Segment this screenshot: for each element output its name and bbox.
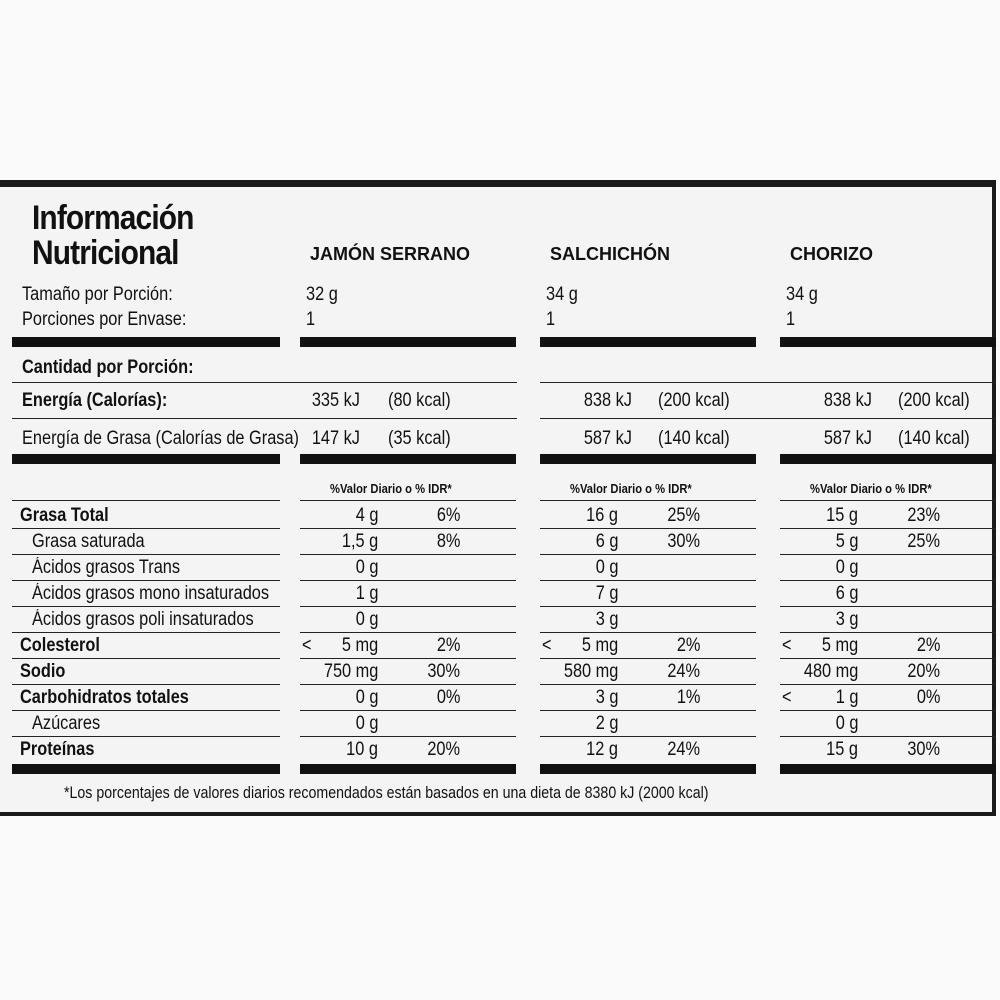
- nutrient-amount: 2 g: [595, 713, 618, 734]
- product-name: CHORIZO: [790, 244, 873, 264]
- fat-energy-kcal: (140 kcal): [658, 428, 730, 449]
- nutrient-daily-value: 8%: [436, 531, 460, 552]
- rule: [780, 710, 996, 711]
- rule: [12, 632, 280, 633]
- rule: [540, 632, 756, 633]
- rule: [300, 500, 516, 501]
- rule: [12, 710, 280, 711]
- rule: [540, 382, 996, 383]
- nutrient-daily-value: 6%: [436, 505, 460, 526]
- nutrient-label: Grasa saturada: [32, 531, 145, 552]
- nutrient-daily-value: 1%: [676, 687, 700, 708]
- nutrient-daily-value: 25%: [907, 531, 940, 552]
- rule: [780, 500, 996, 501]
- energy-label: Energía (Calorías):: [22, 390, 168, 411]
- nutrient-amount: 3 g: [835, 609, 858, 630]
- nutrient-amount: 3 g: [595, 687, 618, 708]
- rule: [12, 500, 280, 501]
- nutrient-amount: 0 g: [355, 557, 378, 578]
- rule: [540, 606, 756, 607]
- fat-energy-kj: 147 kJ: [311, 428, 360, 449]
- nutrient-amount: 10 g: [346, 739, 378, 760]
- nutrient-label: Azúcares: [32, 713, 101, 734]
- rule: [12, 528, 280, 529]
- nutrient-amount: 16 g: [586, 505, 618, 526]
- rule: [780, 554, 996, 555]
- rule: [780, 606, 996, 607]
- rule: [540, 684, 756, 685]
- rule: [12, 554, 280, 555]
- fat-energy-kcal: (35 kcal): [388, 428, 451, 449]
- nutrient-daily-value: 24%: [667, 739, 700, 760]
- nutrient-amount: 1 g: [835, 687, 858, 708]
- nutrient-amount: 12 g: [586, 739, 618, 760]
- servings-per-container-label: Porciones por Envase:: [22, 309, 187, 330]
- rule: [780, 528, 996, 529]
- nutrient-daily-value: 30%: [427, 661, 460, 682]
- rule: [12, 580, 280, 581]
- thick-bar-3-col: [780, 764, 996, 774]
- energy-kj: 838 kJ: [823, 390, 872, 411]
- nutrient-amount: 3 g: [595, 609, 618, 630]
- nutrient-amount: 480 mg: [803, 661, 858, 682]
- rule: [300, 632, 516, 633]
- rule: [12, 658, 280, 659]
- nutrient-daily-value: 2%: [916, 635, 940, 656]
- rule: [300, 710, 516, 711]
- serving-size-value: 34 g: [786, 284, 818, 305]
- thick-bar-1-col: [300, 337, 516, 347]
- nutrient-amount: 1,5 g: [341, 531, 378, 552]
- rule: [780, 658, 996, 659]
- rule: [540, 580, 756, 581]
- rule: [540, 418, 996, 419]
- thick-bar-3-col: [300, 764, 516, 774]
- nutrient-amount: 15 g: [826, 505, 858, 526]
- nutrient-amount: 0 g: [595, 557, 618, 578]
- rule: [300, 658, 516, 659]
- rule: [540, 554, 756, 555]
- product-name: SALCHICHÓN: [550, 244, 670, 264]
- nutrient-label: Ácidos grasos mono insaturados: [32, 583, 270, 604]
- nutrient-daily-value: 20%: [427, 739, 460, 760]
- nutrient-daily-value: 23%: [907, 505, 940, 526]
- nutrient-amount: 0 g: [835, 713, 858, 734]
- nutrient-amount: 750 mg: [323, 661, 378, 682]
- nutrient-label: Ácidos grasos poli insaturados: [32, 609, 254, 630]
- fat-energy-kcal: (140 kcal): [898, 428, 970, 449]
- rule: [780, 632, 996, 633]
- energy-kj: 838 kJ: [583, 390, 632, 411]
- daily-value-header: %Valor Diario o % IDR*: [810, 481, 932, 496]
- nutrient-amount: 6 g: [595, 531, 618, 552]
- rule: [540, 710, 756, 711]
- rule: [780, 684, 996, 685]
- nutrient-amount: 6 g: [835, 583, 858, 604]
- nutrient-daily-value: 2%: [436, 635, 460, 656]
- rule: [12, 684, 280, 685]
- nutrient-daily-value: 24%: [667, 661, 700, 682]
- rule: [300, 736, 516, 737]
- less-than-sign: <: [542, 635, 552, 656]
- rule: [300, 528, 516, 529]
- less-than-sign: <: [782, 687, 792, 708]
- rule: [12, 606, 280, 607]
- nutrient-amount: 5 mg: [341, 635, 378, 656]
- rule: [540, 658, 756, 659]
- nutrient-daily-value: 30%: [907, 739, 940, 760]
- nutrient-amount: 0 g: [835, 557, 858, 578]
- rule: [12, 736, 280, 737]
- rule: [300, 606, 516, 607]
- nutrient-daily-value: 30%: [667, 531, 700, 552]
- rule: [12, 418, 517, 419]
- serving-size-label: Tamaño por Porción:: [22, 284, 173, 305]
- less-than-sign: <: [302, 635, 312, 656]
- rule: [300, 554, 516, 555]
- nutrient-amount: 0 g: [355, 687, 378, 708]
- nutrient-daily-value: 20%: [907, 661, 940, 682]
- nutrient-amount: 15 g: [826, 739, 858, 760]
- serving-size-value: 32 g: [306, 284, 338, 305]
- label-title-line2: Nutricional: [32, 234, 179, 272]
- thick-bar-3-col: [540, 764, 756, 774]
- less-than-sign: <: [782, 635, 792, 656]
- nutrient-daily-value: 25%: [667, 505, 700, 526]
- rule: [540, 528, 756, 529]
- servings-per-container-value: 1: [786, 309, 796, 330]
- rule: [12, 382, 517, 383]
- nutrient-daily-value: 2%: [676, 635, 700, 656]
- nutrient-amount: 7 g: [595, 583, 618, 604]
- nutrient-amount: 4 g: [355, 505, 378, 526]
- daily-value-header: %Valor Diario o % IDR*: [570, 481, 692, 496]
- nutrient-amount: 580 mg: [563, 661, 618, 682]
- nutrient-amount: 1 g: [355, 583, 378, 604]
- rule: [540, 736, 756, 737]
- energy-kcal: (200 kcal): [898, 390, 970, 411]
- nutrient-label: Colesterol: [20, 635, 100, 656]
- thick-bar-1-left: [12, 337, 280, 347]
- nutrient-label: Proteínas: [20, 739, 95, 760]
- fat-energy-kj: 587 kJ: [823, 428, 872, 449]
- fat-energy-label: Energía de Grasa (Calorías de Grasa): [22, 428, 300, 449]
- nutrient-amount: 0 g: [355, 713, 378, 734]
- nutrient-label: Carbohidratos totales: [20, 687, 189, 708]
- thick-bar-2-col: [300, 454, 516, 464]
- nutrient-daily-value: 0%: [916, 687, 940, 708]
- thick-bar-2-col: [540, 454, 756, 464]
- amount-per-serving-label: Cantidad por Porción:: [22, 357, 194, 378]
- thick-bar-2-col: [780, 454, 996, 464]
- rule: [780, 736, 996, 737]
- rule: [540, 500, 756, 501]
- footnote: *Los porcentajes de valores diarios recomendados están basados en una dieta de 8380 kJ (2000 kcal): [64, 784, 709, 802]
- nutrient-amount: 0 g: [355, 609, 378, 630]
- nutrient-amount: 5 mg: [821, 635, 858, 656]
- thick-bar-1-col: [780, 337, 996, 347]
- thick-bar-3-left: [12, 764, 280, 774]
- rule: [300, 684, 516, 685]
- nutrient-label: Ácidos grasos Trans: [32, 557, 181, 578]
- thick-bar-2-left: [12, 454, 280, 464]
- fat-energy-kj: 587 kJ: [583, 428, 632, 449]
- nutrient-amount: 5 mg: [581, 635, 618, 656]
- product-name: JAMÓN SERRANO: [310, 244, 471, 264]
- energy-kcal: (80 kcal): [388, 390, 451, 411]
- rule: [300, 580, 516, 581]
- energy-kcal: (200 kcal): [658, 390, 730, 411]
- servings-per-container-value: 1: [546, 309, 556, 330]
- nutrient-daily-value: 0%: [436, 687, 460, 708]
- rule: [780, 580, 996, 581]
- thick-bar-1-col: [540, 337, 756, 347]
- energy-kj: 335 kJ: [311, 390, 360, 411]
- daily-value-header: %Valor Diario o % IDR*: [330, 481, 452, 496]
- label-title-line1: Información: [32, 199, 194, 237]
- serving-size-value: 34 g: [546, 284, 578, 305]
- nutrient-label: Grasa Total: [20, 505, 109, 526]
- nutrient-amount: 5 g: [835, 531, 858, 552]
- nutrient-label: Sodio: [20, 661, 66, 682]
- servings-per-container-value: 1: [306, 309, 316, 330]
